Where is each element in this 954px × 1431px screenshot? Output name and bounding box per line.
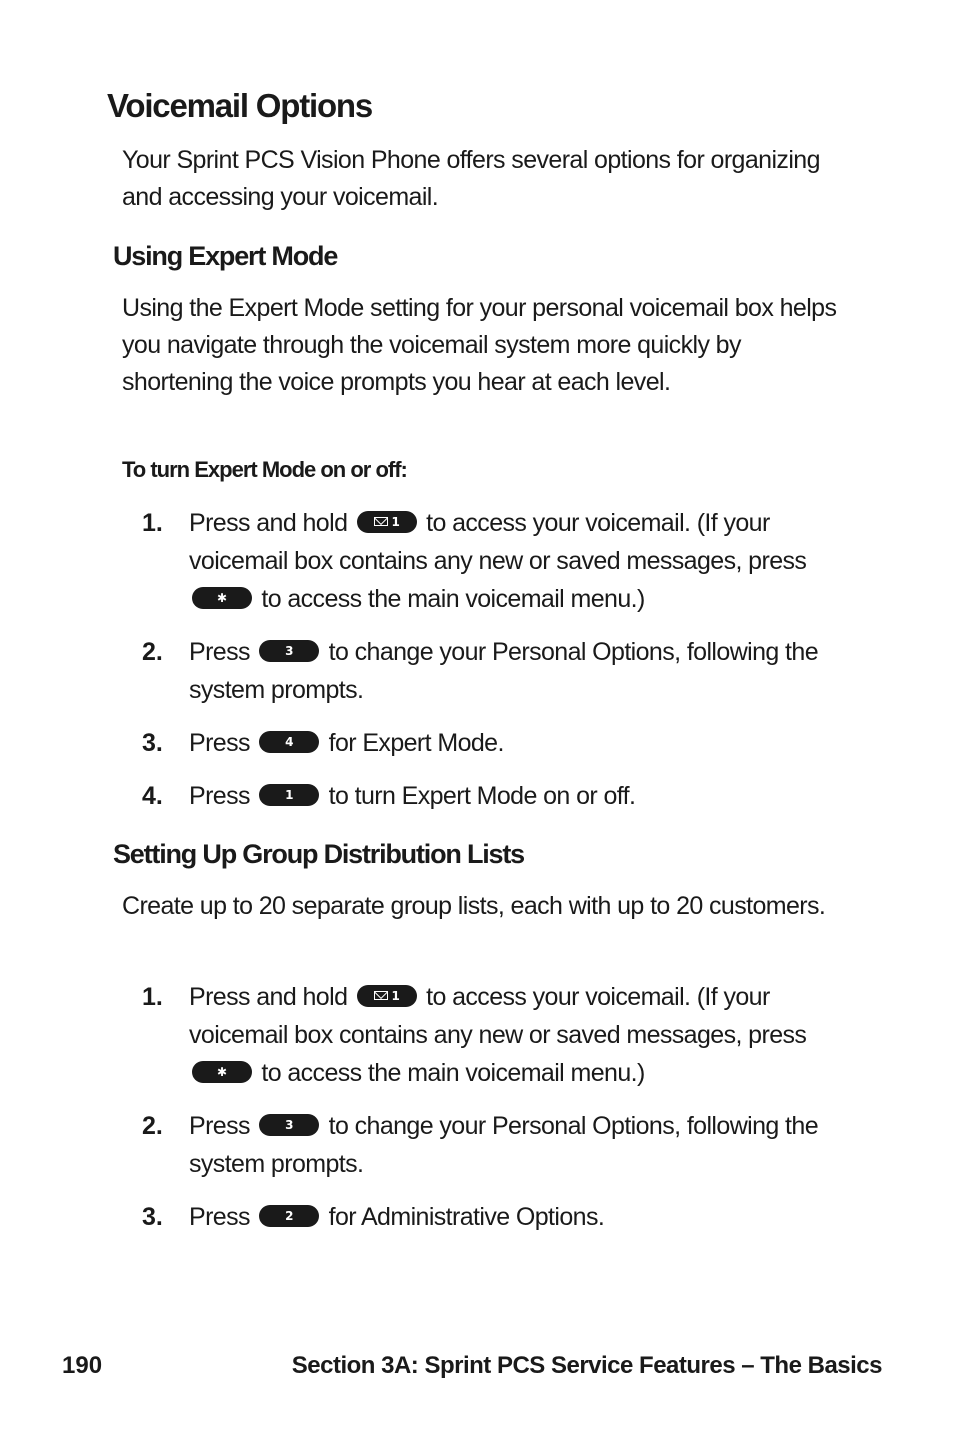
- section-title: Section 3A: Sprint PCS Service Features – The Basics: [291, 1352, 882, 1379]
- voicemail-key: 1: [357, 985, 417, 1007]
- page-number: 190: [62, 1352, 103, 1379]
- step-number: 2.: [142, 1112, 163, 1140]
- step-text: Press 3 to change your Personal Options, following the system prompts.: [189, 1112, 819, 1178]
- expert-mode-description: Using the Expert Mode setting for your personal voicemail box helps you navigate through the voicemail system more quickly by shortening the voice prompts you hear at each level.: [122, 294, 837, 396]
- page-title: Voicemail Options: [107, 87, 373, 124]
- star-key: [192, 587, 252, 609]
- envelope-icon: [374, 991, 388, 1000]
- step-number: 3.: [142, 729, 163, 757]
- step-text: Press 3 to change your Personal Options, following the system prompts.: [189, 638, 819, 704]
- group-lists-description: Create up to 20 separate group lists, each with up to 20 customers.: [122, 892, 826, 920]
- voicemail-key: 1: [357, 511, 417, 533]
- step-text: Press and hold 1 to access your voicemail. (If your voicemail box contains any new or saved messages, press ✱ to access the main voicemail menu.): [189, 983, 807, 1087]
- intro-paragraph: Your Sprint PCS Vision Phone offers several options for organizing and accessing your voicemail.: [122, 146, 820, 211]
- group-lists-heading: Setting Up Group Distribution Lists: [113, 839, 524, 869]
- expert-mode-heading: Using Expert Mode: [113, 241, 338, 271]
- star-icon: ✱: [216, 591, 228, 606]
- key-3: 3: [259, 1114, 319, 1136]
- step-text: Press 1 to turn Expert Mode on or off.: [189, 782, 636, 810]
- key-3: 3: [259, 640, 319, 662]
- expert-mode-subheading: To turn Expert Mode on or off:: [122, 457, 407, 482]
- step-number: 2.: [142, 638, 163, 666]
- key-4: 4: [259, 731, 319, 753]
- envelope-icon: [374, 517, 388, 526]
- star-key: [192, 1061, 252, 1083]
- step-number: 1.: [142, 983, 163, 1011]
- step-text: Press 4 for Expert Mode.: [189, 729, 504, 757]
- step-text: Press 2 for Administrative Options.: [189, 1203, 605, 1231]
- star-icon: ✱: [216, 1065, 228, 1080]
- step-number: 1.: [142, 509, 163, 537]
- key-1: 1: [259, 784, 319, 806]
- step-number: 4.: [142, 782, 163, 810]
- step-text: Press and hold 1 to access your voicemail. (If your voicemail box contains any new or saved messages, press ✱ to access the main voicemail menu.): [189, 509, 807, 613]
- key-2: 2: [259, 1205, 319, 1227]
- step-number: 3.: [142, 1203, 163, 1231]
